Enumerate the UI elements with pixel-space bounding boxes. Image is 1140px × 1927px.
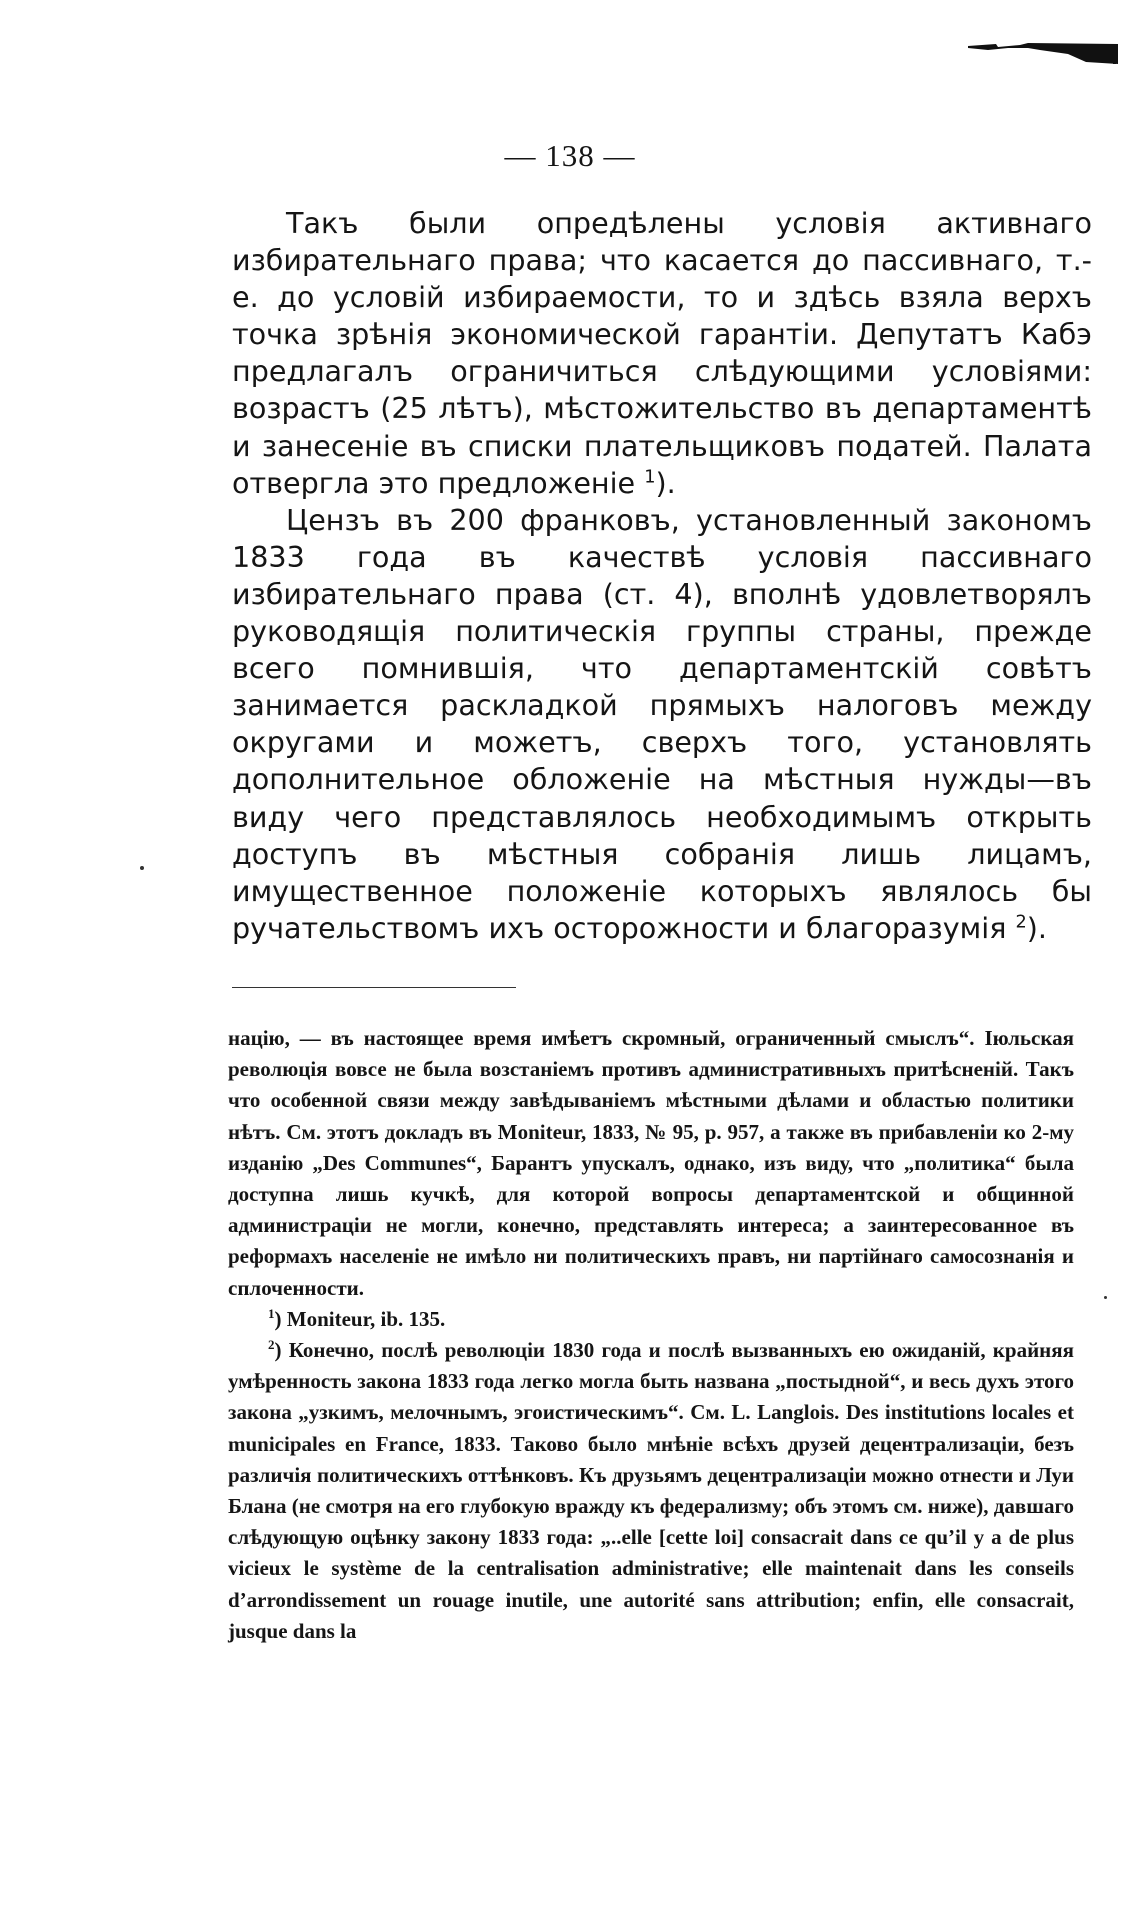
main-text	[232, 205, 1092, 947]
scan-speck	[140, 866, 144, 870]
paragraph-end: ).	[1026, 910, 1048, 945]
scan-artifact	[968, 42, 1118, 64]
footnote-marker: 1	[268, 1305, 275, 1321]
footnote-2	[228, 1335, 1074, 1647]
footnote-text: ) Moniteur, ib. 135.	[274, 1306, 446, 1331]
footnote-ref: 2	[1015, 912, 1027, 933]
paragraph-end: ).	[655, 465, 676, 500]
footnote-1	[228, 1304, 1074, 1335]
footnote-continuation: націю, — въ настоящее время имѣетъ скромный, ограниченный смыслъ“. Іюльская революція вовсе не была возстаніемъ противъ административныхъ притѣсненій. Такъ что особенной связи между завѣдываніемъ мѣстными дѣлами и областью политики нѣтъ. См. этотъ докладъ въ Moniteur, 1833, № 95, p. 957, а также въ прибавленіи ко 2-му изданію „Des Communes“, Барантъ упускалъ, однако, изъ виду, что „политика“ была доступна лишь кучкѣ, для которой вопросы департаментской и общинной администраціи не могли, конечно, представлять интереса; а заинтересованное въ реформахъ населеніе не имѣло ни политическихъ правъ, ни партійнаго самосознанія и сплоченности.	[228, 1026, 1074, 1300]
footnotes	[228, 1023, 1074, 1647]
paragraph	[232, 205, 1092, 502]
scan-speck	[1104, 1296, 1107, 1299]
paragraph	[232, 502, 1092, 947]
paragraph-text: Такъ были опредѣлены условія активнаго избирательнаго права; что касается до пассивнаго, т.-е. до условій избираемости, то и здѣсь взяла верхъ точка зрѣнія экономической гарантіи. Депутатъ Кабэ предлагалъ ограничиться слѣдующими условіями: возрастъ (25 лѣтъ), мѣстожительство въ департаментѣ и занесеніе въ списки плательщиковъ податей. Палата отвергла это предложеніе	[232, 206, 1092, 500]
page-number: — 138 —	[504, 138, 636, 173]
footnote-marker: 2	[268, 1337, 275, 1353]
footnote-divider	[232, 987, 516, 988]
paragraph-text: Цензъ въ 200 франковъ, установленный закономъ 1833 года въ качествѣ условія пассивнаго избирательнаго права (ст. 4), вполнѣ удовлетворялъ руководящія политическія группы страны, прежде всего помнившія, что департаментскій совѣтъ занимается раскладкой прямыхъ налоговъ между округами и можетъ, сверхъ того, установлять дополнительное обложеніе на мѣстныя нужды—въ виду чего представлялось необходимымъ открыть доступъ въ мѣстныя собранія лишь лицамъ, имущественное положеніе которыхъ являлось бы ручательствомъ ихъ осторожности и благоразумія	[232, 502, 1092, 945]
footnote-text: ) Конечно, послѣ революціи 1830 года и послѣ вызванныхъ ею ожиданій, крайняя умѣренность закона 1833 года легко могла быть названа „постыдной“, и весь духъ этого закона „узкимъ, мелочнымъ, эгоистическимъ“. См. L. Langlois. Des institutions locales et municipales en France, 1833. Таково было мнѣніе всѣхъ друзей децентрализаціи, безъ различія политическихъ оттѣнковъ. Къ друзьямъ децентрализаціи можно отнести и Луи Блана (не смотря на его глубокую вражду къ федерализму; объ этомъ см. ниже), давшаго слѣдующую оцѣнку закону 1833 года: „..elle [cette loi] consacrait dans ce qu’il y a de plus vicieux le système de la centralisation administrative; elle maintenait dans les conseils d’arrondissement un rouage inutile, une autorité sans attribution; enfin, elle consacrait, jusque dans la	[228, 1338, 1074, 1643]
footnote-ref: 1	[644, 467, 656, 488]
